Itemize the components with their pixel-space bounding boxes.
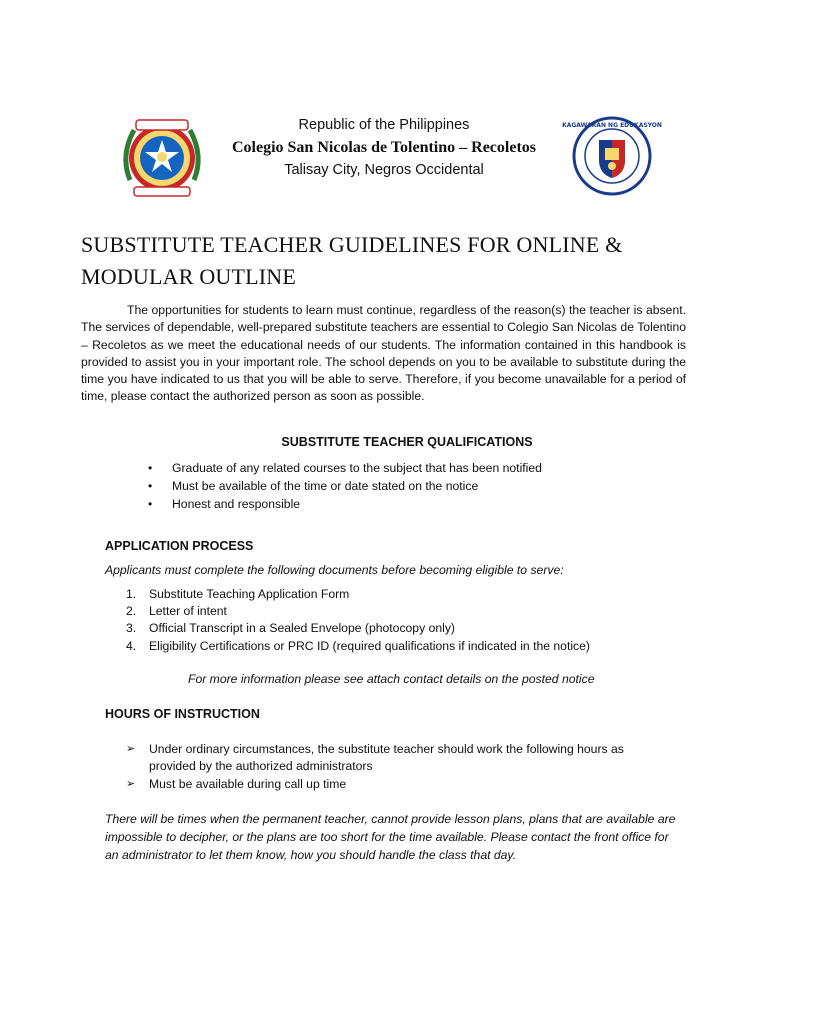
list-text: Letter of intent: [149, 604, 227, 619]
list-number: 3.: [126, 621, 137, 636]
list-text: Must be available during call up time: [149, 776, 347, 791]
list-text: Substitute Teaching Application Form: [149, 587, 350, 601]
svg-text:KAGAWARAN NG EDUKASYON: KAGAWARAN NG EDUKASYON: [562, 122, 662, 129]
title-line-2: MODULAR OUTLINE: [81, 264, 297, 289]
qualifications-list: [148, 459, 542, 514]
list-item: [126, 776, 656, 793]
header-location: Talisay City, Negros Occidental: [284, 162, 484, 178]
hours-list: [126, 741, 656, 793]
list-item: [126, 741, 656, 776]
header-republic: Republic of the Philippines: [298, 117, 470, 133]
closing-paragraph: There will be times when the permanent teacher, cannot provide lesson plans, plans that are available are impossible to decipher, or the plans are too short for the time available. Please contact the front office for an administrator to let them know, how you should handle the class that day.: [105, 812, 676, 862]
list-text: Under ordinary circumstances, the substitute teacher should work the following hours as provided by the authorized administrators: [149, 742, 624, 774]
list-number: 4.: [126, 638, 137, 653]
title-line-1: SUBSTITUTE TEACHER GUIDELINES FOR ONLINE &: [81, 232, 623, 257]
application-heading: APPLICATION PROCESS: [105, 539, 254, 553]
list-item: [126, 586, 590, 603]
list-number: 2.: [126, 604, 137, 619]
list-text: Official Transcript in a Sealed Envelope (photocopy only): [149, 621, 455, 636]
application-list: [126, 586, 590, 655]
arrow-bullet-icon: ➢: [126, 777, 136, 790]
list-item: • Honest and responsible: [148, 495, 542, 513]
list-text: Eligibility Certifications or PRC ID (required qualifications if indicated in the notice): [149, 638, 590, 653]
list-item: • Graduate of any related courses to the subject that has been notified: [148, 459, 542, 477]
document-title: [81, 229, 681, 293]
hours-heading: HOURS OF INSTRUCTION: [105, 707, 260, 721]
more-info-note: For more information please see attach contact details on the posted notice: [188, 672, 595, 686]
list-item: [126, 620, 590, 637]
list-item: [126, 603, 590, 620]
list-item: • Must be available of the time or date stated on the notice: [148, 477, 542, 495]
arrow-bullet-icon: ➢: [126, 743, 136, 755]
intro-text: The opportunities for students to learn must continue, regardless of the reason(s) the teacher is absent. The services of dependable, well-prepared substitute teachers are essential to Colegio San Nicolas de Tolentino – Recoletos as we meet the educational needs of our students. The information contained in this handbook is provided to assist you in your important role. The school depends on you to be available to substitute during the time you have indicated to us that you will be able to serve. Therefore, if you become unavailable for a period of time, please contact the authorized person as soon as possible.: [81, 303, 686, 404]
qualifications-heading: SUBSTITUTE TEACHER QUALIFICATIONS: [281, 435, 533, 449]
header-school-name: Colegio San Nicolas de Tolentino – Recoletos: [231, 139, 536, 156]
intro-paragraph: [81, 302, 686, 406]
list-number: 1.: [126, 587, 137, 601]
application-note: Applicants must complete the following documents before becoming eligible to serve:: [105, 563, 564, 577]
list-item: [126, 638, 590, 655]
deped-seal-logo-icon: [562, 116, 662, 196]
